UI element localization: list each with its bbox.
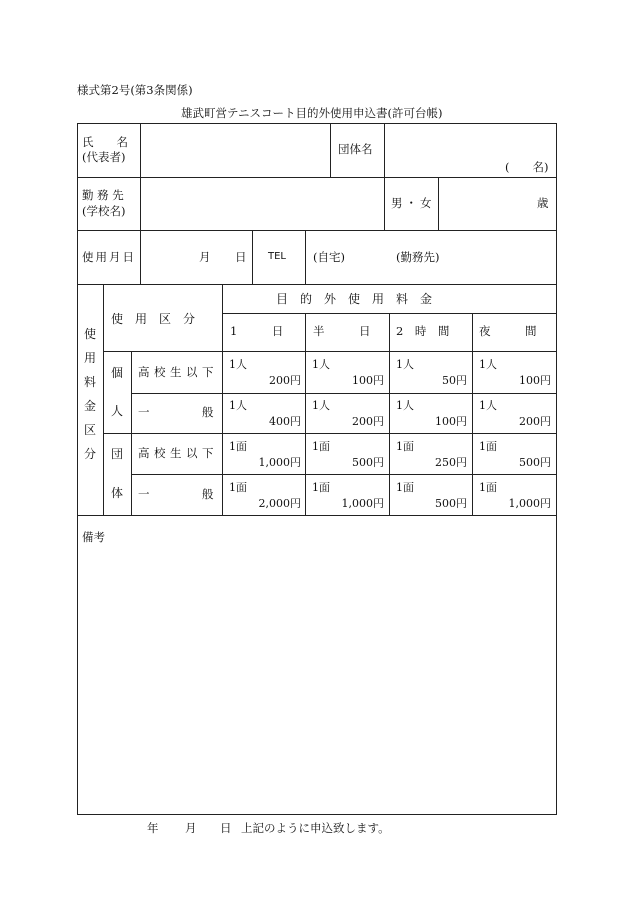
purpose-fee-header: 目 的 外 使 用 料 金 <box>276 292 433 306</box>
footer-year: 年 <box>147 821 159 835</box>
group-name-label: 団体名 <box>338 142 373 156</box>
member-count-field: ( 名) <box>505 160 549 174</box>
group-char-2: 体 <box>111 486 124 500</box>
remarks-input[interactable] <box>78 516 556 814</box>
home-phone-label: (自宅) <box>313 250 345 264</box>
workplace-input[interactable] <box>141 178 384 230</box>
office-phone-label: (勤務先) <box>396 250 440 264</box>
age-unit: 歳 <box>537 196 549 210</box>
usage-category-header: 使 用 区 分 <box>111 312 196 326</box>
footer-day: 日 <box>220 821 232 835</box>
individual-youth-label: 高校生以下 <box>138 365 218 379</box>
remarks-label: 備考 <box>82 530 105 544</box>
footer-month: 月 <box>185 821 197 835</box>
column-half-day: 半 日 <box>313 324 371 338</box>
group-char-1: 団 <box>111 447 124 461</box>
gender-field: 男・女 <box>391 196 435 210</box>
workplace-label: 勤 務 先 <box>82 188 124 202</box>
column-1-day: 1 日 <box>230 324 284 338</box>
month-unit: 月 <box>199 250 211 264</box>
school-name-label: (学校名) <box>82 204 126 218</box>
individual-char-1: 個 <box>111 366 124 380</box>
column-night: 夜 間 <box>479 324 537 338</box>
individual-general-label: 一 般 <box>138 405 218 419</box>
day-unit: 日 <box>235 250 247 264</box>
column-2-hours: 2 時 間 <box>396 324 450 338</box>
form-number: 様式第2号(第3条関係) <box>77 83 193 97</box>
group-general-label: 一 般 <box>138 487 218 501</box>
tel-label: TEL <box>268 251 286 262</box>
usage-date-label: 使用月日 <box>82 250 136 264</box>
individual-char-2: 人 <box>111 404 124 418</box>
fee-classification-side-label: 使 用 料 金 区 分 <box>84 327 97 461</box>
form-title: 雄武町営テニスコート目的外使用申込書(許可台帳) <box>181 106 443 120</box>
group-youth-label: 高校生以下 <box>138 446 218 460</box>
representative-label: (代表者) <box>82 150 126 164</box>
name-label: 氏 名 <box>82 135 128 149</box>
footer-statement: 上記のように申込致します。 <box>241 821 390 835</box>
name-input[interactable] <box>141 124 330 177</box>
